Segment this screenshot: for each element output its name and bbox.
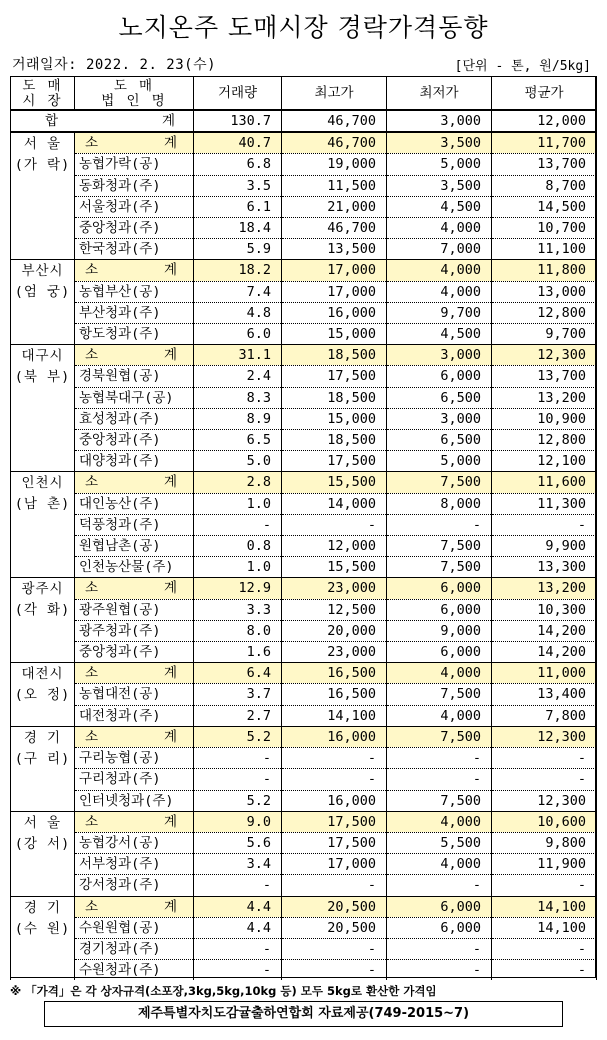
min-cell: 3,000 xyxy=(387,408,492,429)
avg-cell: 14,100 xyxy=(492,917,597,938)
corp-name: 서울청과(주) xyxy=(75,196,194,217)
min-cell: 5,500 xyxy=(387,832,492,853)
subtotal-label: 소 계 xyxy=(75,663,194,684)
max-cell: - xyxy=(282,938,387,959)
subtotal-volume: 5.2 xyxy=(194,726,282,747)
corp-name: 대양청과(주) xyxy=(75,451,194,472)
total-volume: 130.7 xyxy=(194,110,282,132)
corp-name: 농협북대구(공) xyxy=(75,387,194,408)
subtotal-volume: 9.0 xyxy=(194,811,282,832)
subtotal-label: 소 계 xyxy=(75,726,194,747)
avg-cell: 9,800 xyxy=(492,832,597,853)
max-cell: 14,100 xyxy=(282,705,387,726)
max-cell: 12,500 xyxy=(282,599,387,620)
avg-cell: - xyxy=(492,875,597,896)
volume-cell: 3.5 xyxy=(194,175,282,196)
subtotal-min: 6,000 xyxy=(387,896,492,917)
table-row xyxy=(11,218,597,239)
subtotal-min: 3,500 xyxy=(387,132,492,154)
max-cell: 16,000 xyxy=(282,790,387,811)
volume-cell: 8.3 xyxy=(194,387,282,408)
subtotal-min: 4,000 xyxy=(387,811,492,832)
header-max: 최고가 xyxy=(282,77,387,111)
max-cell: 17,000 xyxy=(282,854,387,875)
min-cell: - xyxy=(387,748,492,769)
subtotal-max: 18,500 xyxy=(282,345,387,366)
max-cell: 13,500 xyxy=(282,239,387,260)
header-market: 도 매 시 장 xyxy=(11,77,75,111)
max-cell: 15,500 xyxy=(282,557,387,578)
avg-cell: 9,900 xyxy=(492,536,597,557)
avg-cell: - xyxy=(492,514,597,535)
max-cell: 17,500 xyxy=(282,832,387,853)
market-name: 광주시 (각 화) xyxy=(11,578,75,663)
subtotal-label: 소 계 xyxy=(75,896,194,917)
table-row xyxy=(11,196,597,217)
table-row xyxy=(11,239,597,260)
max-cell: 20,000 xyxy=(282,620,387,641)
volume-cell: 1.0 xyxy=(194,493,282,514)
market-name: 경 기 (수 원) xyxy=(11,896,75,980)
subtotal-avg: 10,600 xyxy=(492,811,597,832)
table-row xyxy=(11,154,597,175)
market-name: 경 기 (구 리) xyxy=(11,726,75,811)
table-row xyxy=(11,790,597,811)
subtotal-avg: 12,300 xyxy=(492,345,597,366)
corp-name: 인터넷청과(주) xyxy=(75,790,194,811)
avg-cell: 13,200 xyxy=(492,387,597,408)
corp-name: 강서청과(주) xyxy=(75,875,194,896)
subtotal-row xyxy=(11,132,597,154)
subtotal-avg: 14,100 xyxy=(492,896,597,917)
table-row xyxy=(11,875,597,896)
corp-name: 광주청과(주) xyxy=(75,620,194,641)
volume-cell: 5.6 xyxy=(194,832,282,853)
avg-cell: 14,200 xyxy=(492,642,597,663)
table-row xyxy=(11,642,597,663)
subtotal-label: 소 계 xyxy=(75,345,194,366)
corp-name: 농협대전(공) xyxy=(75,684,194,705)
min-cell: 6,500 xyxy=(387,387,492,408)
max-cell: 21,000 xyxy=(282,196,387,217)
corp-name: 원협남촌(공) xyxy=(75,536,194,557)
avg-cell: 8,700 xyxy=(492,175,597,196)
subtotal-volume: 4.4 xyxy=(194,896,282,917)
table-row xyxy=(11,854,597,875)
subtotal-volume: 6.4 xyxy=(194,663,282,684)
volume-cell: 7.4 xyxy=(194,281,282,302)
subtotal-volume: 12.9 xyxy=(194,578,282,599)
subtotal-max: 15,500 xyxy=(282,472,387,493)
volume-cell: - xyxy=(194,960,282,981)
max-cell: - xyxy=(282,769,387,790)
avg-cell: 12,800 xyxy=(492,430,597,451)
subtotal-volume: 2.8 xyxy=(194,472,282,493)
table-row xyxy=(11,430,597,451)
volume-cell: 3.3 xyxy=(194,599,282,620)
max-cell: 16,000 xyxy=(282,302,387,323)
volume-cell: 1.0 xyxy=(194,557,282,578)
table-row xyxy=(11,175,597,196)
subtotal-row xyxy=(11,726,597,747)
market-name: 대구시 (북 부) xyxy=(11,345,75,472)
corp-name: 덕풍청과(주) xyxy=(75,514,194,535)
avg-cell: 11,300 xyxy=(492,493,597,514)
min-cell: - xyxy=(387,938,492,959)
subtotal-volume: 40.7 xyxy=(194,132,282,154)
max-cell: 17,500 xyxy=(282,451,387,472)
avg-cell: - xyxy=(492,748,597,769)
source-box: 제주특별자치도감귤출하연합회 자료제공(749-2015~7) xyxy=(44,1001,563,1027)
market-name: 부산시 (엄 궁) xyxy=(11,260,75,345)
max-cell: 14,000 xyxy=(282,493,387,514)
max-cell: 15,000 xyxy=(282,408,387,429)
max-cell: 46,700 xyxy=(282,218,387,239)
min-cell: 9,000 xyxy=(387,620,492,641)
market-name: 인천시 (남 촌) xyxy=(11,472,75,578)
corp-name: 인천농산물(주) xyxy=(75,557,194,578)
volume-cell: - xyxy=(194,938,282,959)
avg-cell: - xyxy=(492,769,597,790)
corp-name: 한국청과(주) xyxy=(75,239,194,260)
min-cell: 4,000 xyxy=(387,281,492,302)
avg-cell: 12,300 xyxy=(492,790,597,811)
min-cell: 6,000 xyxy=(387,642,492,663)
table-row xyxy=(11,917,597,938)
subtotal-avg: 11,600 xyxy=(492,472,597,493)
table-row xyxy=(11,281,597,302)
max-cell: 18,500 xyxy=(282,430,387,451)
volume-cell: 3.4 xyxy=(194,854,282,875)
subtotal-max: 16,500 xyxy=(282,663,387,684)
min-cell: - xyxy=(387,875,492,896)
subtotal-min: 4,000 xyxy=(387,260,492,281)
subtotal-label: 소 계 xyxy=(75,132,194,154)
subtotal-min: 7,500 xyxy=(387,472,492,493)
min-cell: 7,500 xyxy=(387,790,492,811)
avg-cell: 14,500 xyxy=(492,196,597,217)
avg-cell: 7,800 xyxy=(492,705,597,726)
total-label: 합 계 xyxy=(11,110,194,132)
corp-name: 중앙청과(주) xyxy=(75,642,194,663)
table-row xyxy=(11,408,597,429)
corp-name: 농협부산(공) xyxy=(75,281,194,302)
table-body xyxy=(11,110,597,980)
table-row xyxy=(11,705,597,726)
max-cell: - xyxy=(282,514,387,535)
max-cell: 17,000 xyxy=(282,281,387,302)
avg-cell: 11,100 xyxy=(492,239,597,260)
corp-name: 수원원협(공) xyxy=(75,917,194,938)
volume-cell: 6.5 xyxy=(194,430,282,451)
volume-cell: 5.9 xyxy=(194,239,282,260)
max-cell: 16,500 xyxy=(282,684,387,705)
avg-cell: 13,000 xyxy=(492,281,597,302)
volume-cell: 8.9 xyxy=(194,408,282,429)
volume-cell: 0.8 xyxy=(194,536,282,557)
min-cell: - xyxy=(387,769,492,790)
subtotal-min: 7,500 xyxy=(387,726,492,747)
corp-name: 대인농산(주) xyxy=(75,493,194,514)
max-cell: 11,500 xyxy=(282,175,387,196)
max-cell: 23,000 xyxy=(282,642,387,663)
table-row xyxy=(11,769,597,790)
corp-name: 서부청과(주) xyxy=(75,854,194,875)
subtotal-label: 소 계 xyxy=(75,472,194,493)
subtotal-row xyxy=(11,663,597,684)
min-cell: 5,000 xyxy=(387,451,492,472)
volume-cell: 4.4 xyxy=(194,917,282,938)
subtotal-volume: 18.2 xyxy=(194,260,282,281)
corp-name: 중앙청과(주) xyxy=(75,218,194,239)
min-cell: 7,000 xyxy=(387,239,492,260)
table-row xyxy=(11,536,597,557)
min-cell: 4,000 xyxy=(387,705,492,726)
subtotal-row xyxy=(11,896,597,917)
max-cell: 19,000 xyxy=(282,154,387,175)
volume-cell: 2.4 xyxy=(194,366,282,387)
min-cell: 6,000 xyxy=(387,599,492,620)
header-avg: 평균가 xyxy=(492,77,597,111)
subtotal-max: 20,500 xyxy=(282,896,387,917)
subtotal-row xyxy=(11,472,597,493)
min-cell: 7,500 xyxy=(387,536,492,557)
max-cell: - xyxy=(282,875,387,896)
volume-cell: 6.0 xyxy=(194,324,282,345)
table-row xyxy=(11,387,597,408)
table-row xyxy=(11,451,597,472)
subtotal-max: 23,000 xyxy=(282,578,387,599)
corp-name: 중앙청과(주) xyxy=(75,430,194,451)
min-cell: 4,000 xyxy=(387,854,492,875)
subtotal-max: 16,000 xyxy=(282,726,387,747)
volume-cell: 1.6 xyxy=(194,642,282,663)
volume-cell: 6.8 xyxy=(194,154,282,175)
table-row xyxy=(11,514,597,535)
min-cell: 7,500 xyxy=(387,684,492,705)
corp-name: 구리농협(공) xyxy=(75,748,194,769)
min-cell: 7,500 xyxy=(387,557,492,578)
subtotal-min: 4,000 xyxy=(387,663,492,684)
corp-name: 대전청과(주) xyxy=(75,705,194,726)
subtotal-min: 3,000 xyxy=(387,345,492,366)
subtotal-max: 17,500 xyxy=(282,811,387,832)
subtotal-max: 17,000 xyxy=(282,260,387,281)
max-cell: - xyxy=(282,960,387,981)
subtotal-avg: 12,300 xyxy=(492,726,597,747)
avg-cell: 13,400 xyxy=(492,684,597,705)
subtotal-row xyxy=(11,260,597,281)
corp-name: 부산청과(주) xyxy=(75,302,194,323)
max-cell: - xyxy=(282,748,387,769)
subtotal-max: 46,700 xyxy=(282,132,387,154)
subtotal-volume: 31.1 xyxy=(194,345,282,366)
min-cell: 3,500 xyxy=(387,175,492,196)
avg-cell: 10,300 xyxy=(492,599,597,620)
volume-cell: - xyxy=(194,769,282,790)
table-row xyxy=(11,599,597,620)
corp-name: 구리청과(주) xyxy=(75,769,194,790)
max-cell: 12,000 xyxy=(282,536,387,557)
avg-cell: 10,700 xyxy=(492,218,597,239)
header-volume: 거래량 xyxy=(194,77,282,111)
volume-cell: 6.1 xyxy=(194,196,282,217)
subtotal-avg: 11,700 xyxy=(492,132,597,154)
min-cell: - xyxy=(387,514,492,535)
total-max: 46,700 xyxy=(282,110,387,132)
table-row xyxy=(11,748,597,769)
min-cell: 9,700 xyxy=(387,302,492,323)
min-cell: 8,000 xyxy=(387,493,492,514)
corp-name: 경기청과(주) xyxy=(75,938,194,959)
volume-cell: 5.2 xyxy=(194,790,282,811)
volume-cell: - xyxy=(194,748,282,769)
subtotal-row xyxy=(11,811,597,832)
min-cell: 6,000 xyxy=(387,917,492,938)
subtotal-avg: 13,200 xyxy=(492,578,597,599)
corp-name: 농협강서(공) xyxy=(75,832,194,853)
avg-cell: - xyxy=(492,938,597,959)
table-row xyxy=(11,960,597,981)
trade-date: 거래일자: 2022. 2. 23(수) xyxy=(12,57,217,73)
avg-cell: 13,700 xyxy=(492,366,597,387)
avg-cell: 13,700 xyxy=(492,154,597,175)
avg-cell: 14,200 xyxy=(492,620,597,641)
table-row xyxy=(11,302,597,323)
avg-cell: 12,100 xyxy=(492,451,597,472)
min-cell: 4,000 xyxy=(387,218,492,239)
corp-name: 수원청과(주) xyxy=(75,960,194,981)
price-table xyxy=(10,76,597,980)
corp-name: 광주원협(공) xyxy=(75,599,194,620)
subtotal-label: 소 계 xyxy=(75,811,194,832)
header-min: 최저가 xyxy=(387,77,492,111)
volume-cell: 3.7 xyxy=(194,684,282,705)
max-cell: 15,000 xyxy=(282,324,387,345)
table-row xyxy=(11,938,597,959)
volume-cell: 8.0 xyxy=(194,620,282,641)
max-cell: 17,500 xyxy=(282,366,387,387)
min-cell: 4,500 xyxy=(387,196,492,217)
subtotal-label: 소 계 xyxy=(75,578,194,599)
total-min: 3,000 xyxy=(387,110,492,132)
subtotal-avg: 11,000 xyxy=(492,663,597,684)
avg-cell: 13,300 xyxy=(492,557,597,578)
subtotal-min: 6,000 xyxy=(387,578,492,599)
market-name: 대전시 (오 정) xyxy=(11,663,75,727)
min-cell: 6,000 xyxy=(387,366,492,387)
min-cell: 5,000 xyxy=(387,154,492,175)
subtotal-label: 소 계 xyxy=(75,260,194,281)
subtotal-row xyxy=(11,578,597,599)
min-cell: 6,500 xyxy=(387,430,492,451)
avg-cell: 10,900 xyxy=(492,408,597,429)
subtotal-row xyxy=(11,345,597,366)
total-row xyxy=(11,110,597,132)
market-name: 서 울 (강 서) xyxy=(11,811,75,896)
corp-name: 경북원협(공) xyxy=(75,366,194,387)
table-row xyxy=(11,557,597,578)
corp-name: 효성청과(주) xyxy=(75,408,194,429)
footnote: ※ 「가격」은 각 상자규격(소포장,3kg,5kg,10kg 등) 모두 5kg로 환산한 가격임 xyxy=(10,984,437,998)
corp-name: 항도청과(주) xyxy=(75,324,194,345)
avg-cell: 12,800 xyxy=(492,302,597,323)
max-cell: 20,500 xyxy=(282,917,387,938)
volume-cell: 18.4 xyxy=(194,218,282,239)
subtotal-avg: 11,800 xyxy=(492,260,597,281)
volume-cell: 4.8 xyxy=(194,302,282,323)
avg-cell: 9,700 xyxy=(492,324,597,345)
total-avg: 12,000 xyxy=(492,110,597,132)
avg-cell: - xyxy=(492,960,597,981)
header-corp: 도 매 법 인 명 xyxy=(75,77,194,111)
corp-name: 농협가락(공) xyxy=(75,154,194,175)
volume-cell: 2.7 xyxy=(194,705,282,726)
unit-label: [단위 - 톤, 원/5kg] xyxy=(454,59,591,74)
volume-cell: 5.0 xyxy=(194,451,282,472)
min-cell: 4,500 xyxy=(387,324,492,345)
table-row xyxy=(11,493,597,514)
volume-cell: - xyxy=(194,875,282,896)
table-row xyxy=(11,366,597,387)
volume-cell: - xyxy=(194,514,282,535)
table-row xyxy=(11,324,597,345)
table-row xyxy=(11,620,597,641)
min-cell: - xyxy=(387,960,492,981)
table-row xyxy=(11,832,597,853)
page-title: 노지온주 도매시장 경락가격동향 xyxy=(118,13,489,42)
avg-cell: 11,900 xyxy=(492,854,597,875)
max-cell: 18,500 xyxy=(282,387,387,408)
table-row xyxy=(11,684,597,705)
market-name: 서 울 (가 락) xyxy=(11,132,75,260)
corp-name: 동화청과(주) xyxy=(75,175,194,196)
